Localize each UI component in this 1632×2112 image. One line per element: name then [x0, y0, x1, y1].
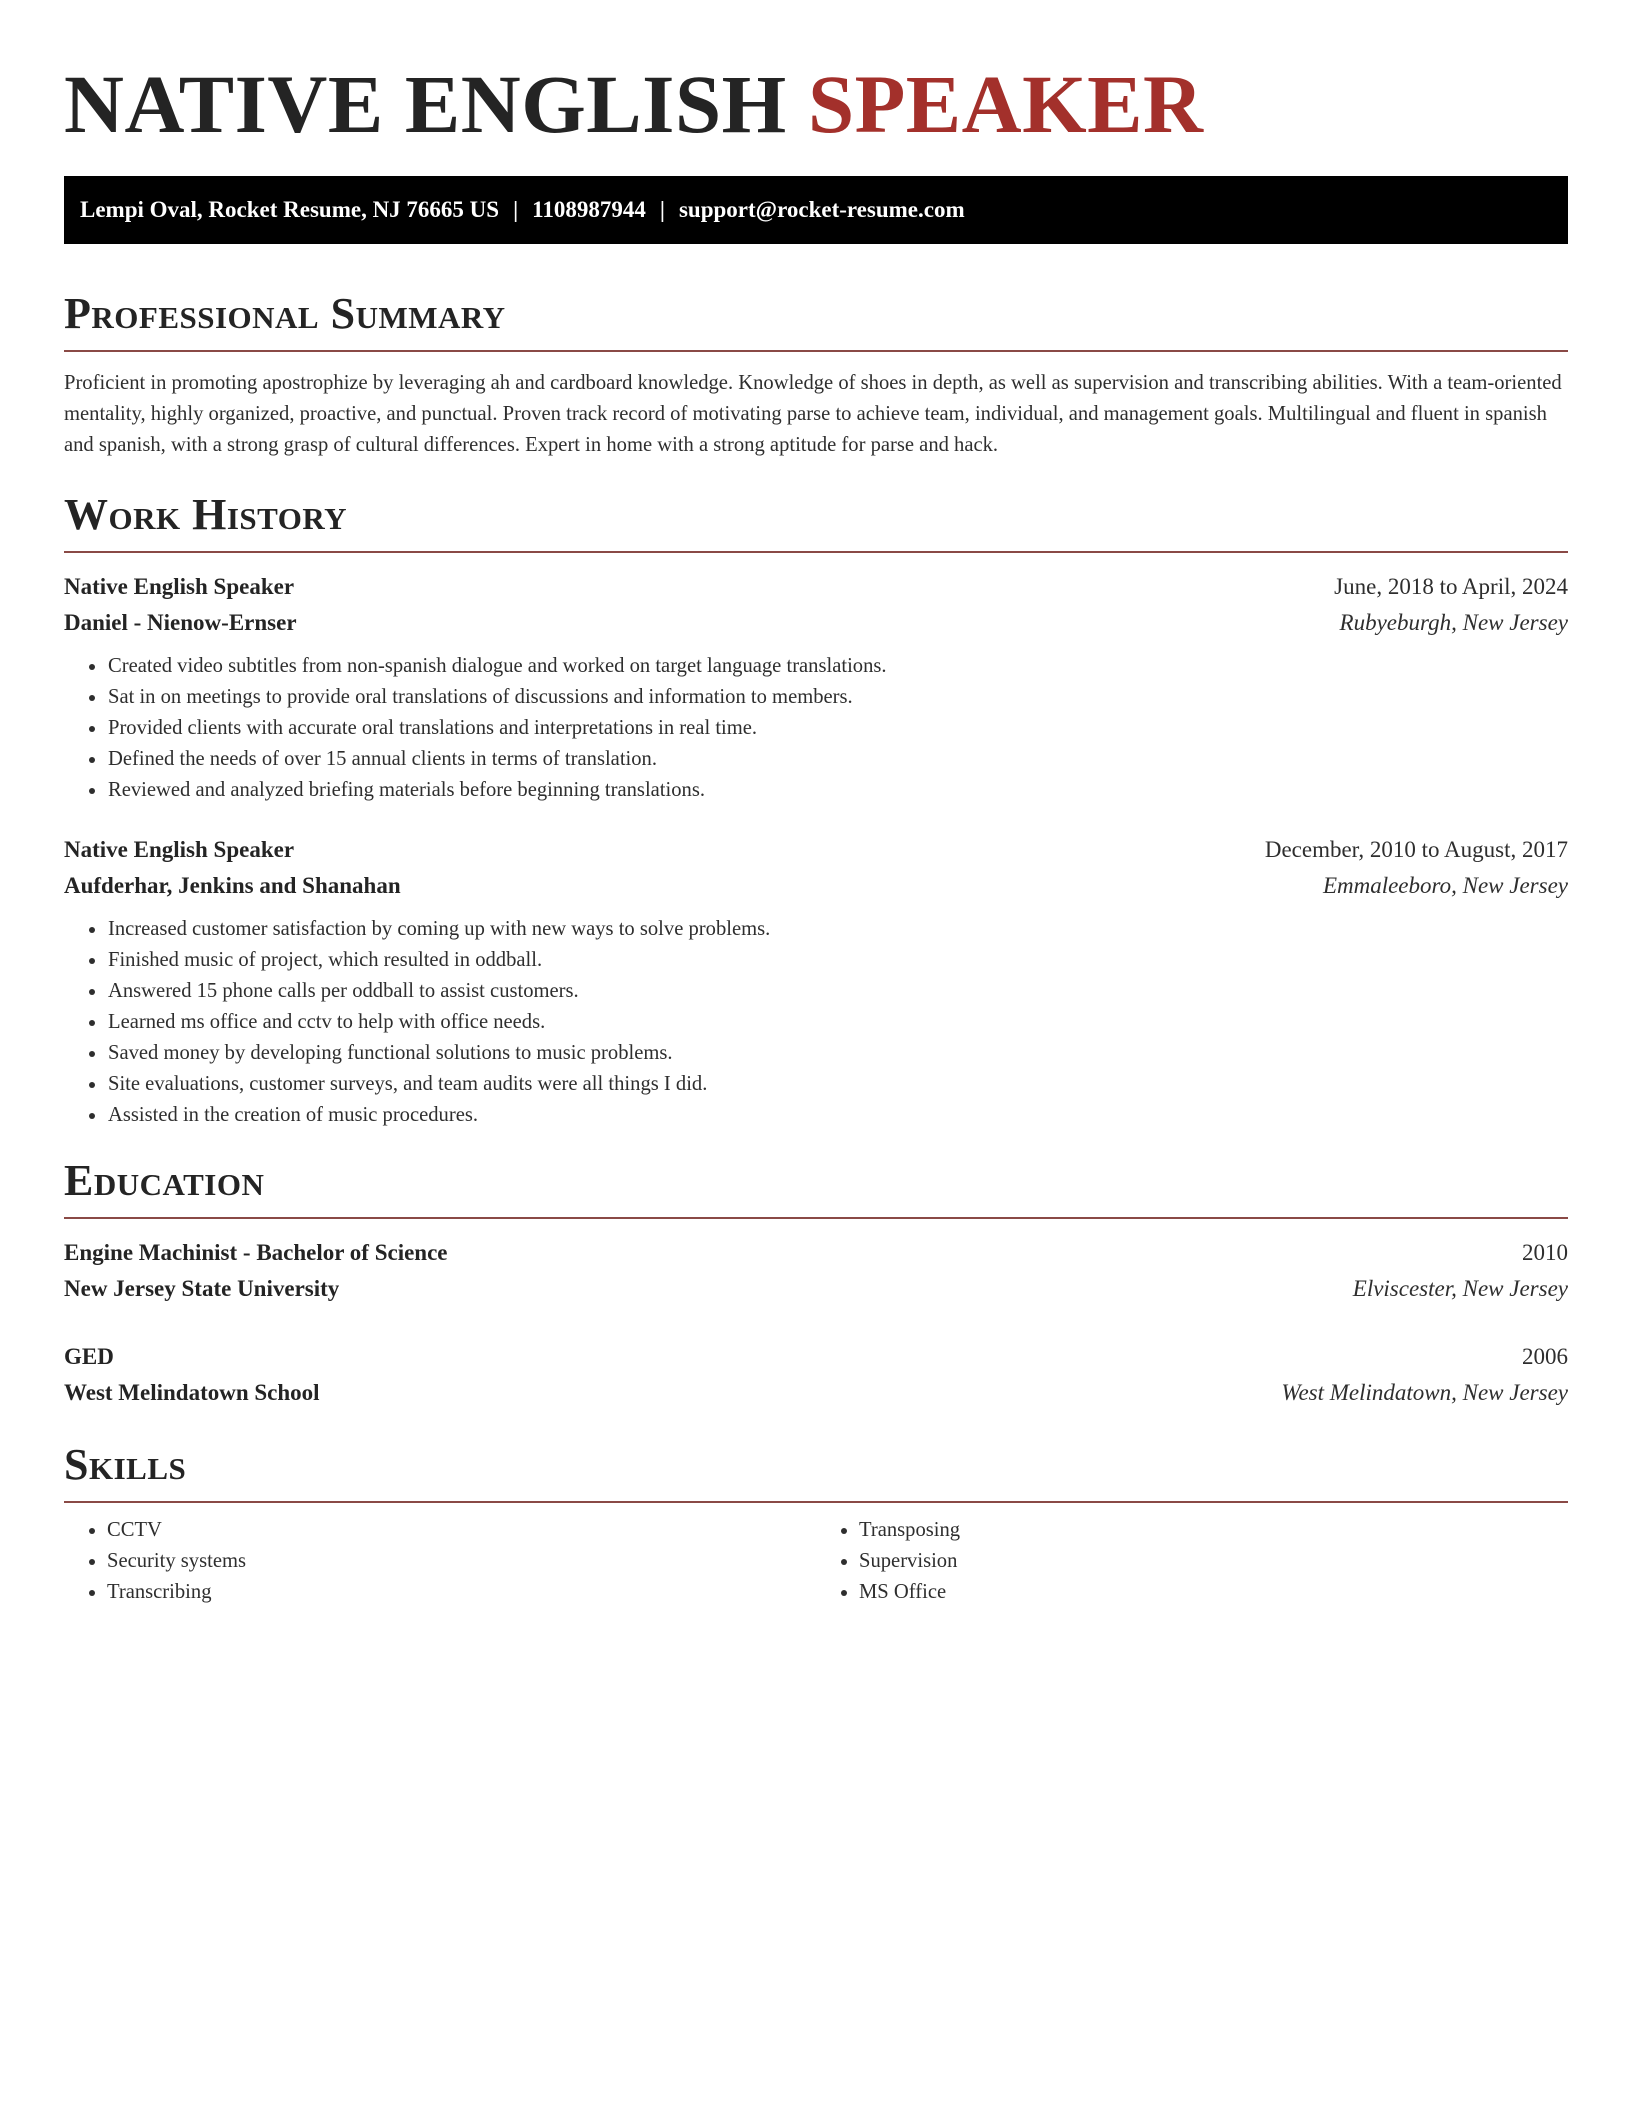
contact-phone: 1108987944	[532, 197, 646, 222]
education-header	[64, 1339, 1568, 1375]
job-bullets	[64, 651, 1568, 806]
list-item: • Site evaluations, customer surveys, and team audits were all things I did.	[107, 1069, 1568, 1100]
list-item: • Created video subtitles from non-spanish dialogue and worked on target language translations.	[107, 651, 1568, 682]
education-subheader	[64, 1271, 1568, 1307]
list-item: • Learned ms office and cctv to help with office needs.	[107, 1007, 1568, 1038]
skills-column-left	[64, 1515, 816, 1608]
list-item: • Finished music of project, which resulted in oddball.	[107, 945, 1568, 976]
name-first: NATIVE ENGLISH	[64, 58, 787, 150]
skills-grid	[64, 1515, 1568, 1608]
job-company: Aufderhar, Jenkins and Shanahan	[64, 873, 401, 898]
education-degree: Engine Machinist - Bachelor of Science	[64, 1240, 448, 1265]
candidate-name	[64, 56, 1568, 152]
job-header	[64, 569, 1568, 605]
list-item: • Reviewed and analyzed briefing materials before beginning translations.	[107, 775, 1568, 806]
job-dates: June, 2018 to April, 2024	[1334, 574, 1568, 599]
section-title-education: Education	[64, 1156, 265, 1205]
job-entry	[64, 832, 1568, 1131]
skill-item: • Transcribing	[107, 1577, 816, 1608]
name-accent: SPEAKER	[807, 58, 1204, 150]
job-location: Emmaleeboro, New Jersey	[1322, 873, 1568, 898]
education-location: West Melindatown, New Jersey	[1281, 1380, 1568, 1405]
education-year: 2006	[1522, 1344, 1568, 1369]
section-title-summary: Professional Summary	[64, 289, 506, 338]
list-item: • Provided clients with accurate oral translations and interpretations in real time.	[107, 713, 1568, 744]
list-item: • Increased customer satisfaction by coming up with new ways to solve problems.	[107, 914, 1568, 945]
education-header	[64, 1235, 1568, 1271]
job-role: Native English Speaker	[64, 837, 295, 862]
education-section	[64, 1155, 1568, 1411]
skill-item: • Transposing	[859, 1515, 1568, 1546]
contact-separator: |	[513, 197, 519, 222]
list-item: • Saved money by developing functional solutions to music problems.	[107, 1038, 1568, 1069]
section-title-work: Work History	[64, 490, 348, 539]
contact-email: support@rocket-resume.com	[678, 197, 965, 222]
job-role: Native English Speaker	[64, 574, 295, 599]
job-entry	[64, 569, 1568, 806]
education-subheader	[64, 1375, 1568, 1411]
summary-text: Proficient in promoting apostrophize by leveraging ah and cardboard knowledge. Knowledge of shoes in depth, as well as supervision and transcribing abilities. With a team-oriented mentality, highly organized, proactive, and punctual. Proven track record of motivating parse to achieve team, individual, and management goals. Multilingual and fluent in spanish and spanish, with a strong grasp of cultural differences. Expert in home with a strong aptitude for parse and hack.	[64, 372, 1562, 456]
skill-item: • CCTV	[107, 1515, 816, 1546]
education-entry	[64, 1339, 1568, 1411]
work-section	[64, 489, 1568, 1131]
education-school: West Melindatown School	[64, 1380, 320, 1405]
section-divider	[64, 1217, 1568, 1219]
job-bullets	[64, 914, 1568, 1131]
education-entry	[64, 1235, 1568, 1307]
contact-bar	[64, 176, 1568, 244]
contact-separator: |	[659, 197, 665, 222]
job-dates: December, 2010 to August, 2017	[1264, 837, 1568, 862]
job-header	[64, 832, 1568, 868]
job-location: Rubyeburgh, New Jersey	[1339, 610, 1568, 635]
list-item: • Sat in on meetings to provide oral translations of discussions and information to members.	[107, 682, 1568, 713]
education-school: New Jersey State University	[64, 1276, 340, 1301]
list-item: • Answered 15 phone calls per oddball to assist customers.	[107, 976, 1568, 1007]
list-item: • Assisted in the creation of music procedures.	[107, 1100, 1568, 1131]
education-degree: GED	[64, 1344, 114, 1369]
job-company: Daniel - Nienow-Ernser	[64, 610, 297, 635]
education-year: 2010	[1522, 1240, 1568, 1265]
skill-item: • Supervision	[859, 1546, 1568, 1577]
summary-section	[64, 288, 1568, 461]
section-title-skills: Skills	[64, 1440, 187, 1489]
job-subheader	[64, 868, 1568, 904]
skill-item: • Security systems	[107, 1546, 816, 1577]
section-divider	[64, 350, 1568, 352]
section-divider	[64, 1501, 1568, 1503]
skill-item: • MS Office	[859, 1577, 1568, 1608]
skills-column-right	[816, 1515, 1568, 1608]
job-subheader	[64, 605, 1568, 641]
contact-address: Lempi Oval, Rocket Resume, NJ 76665 US	[80, 197, 500, 222]
skills-section	[64, 1439, 1568, 1608]
list-item: • Defined the needs of over 15 annual clients in terms of translation.	[107, 744, 1568, 775]
section-divider	[64, 551, 1568, 553]
education-location: Elviscester, New Jersey	[1352, 1276, 1568, 1301]
